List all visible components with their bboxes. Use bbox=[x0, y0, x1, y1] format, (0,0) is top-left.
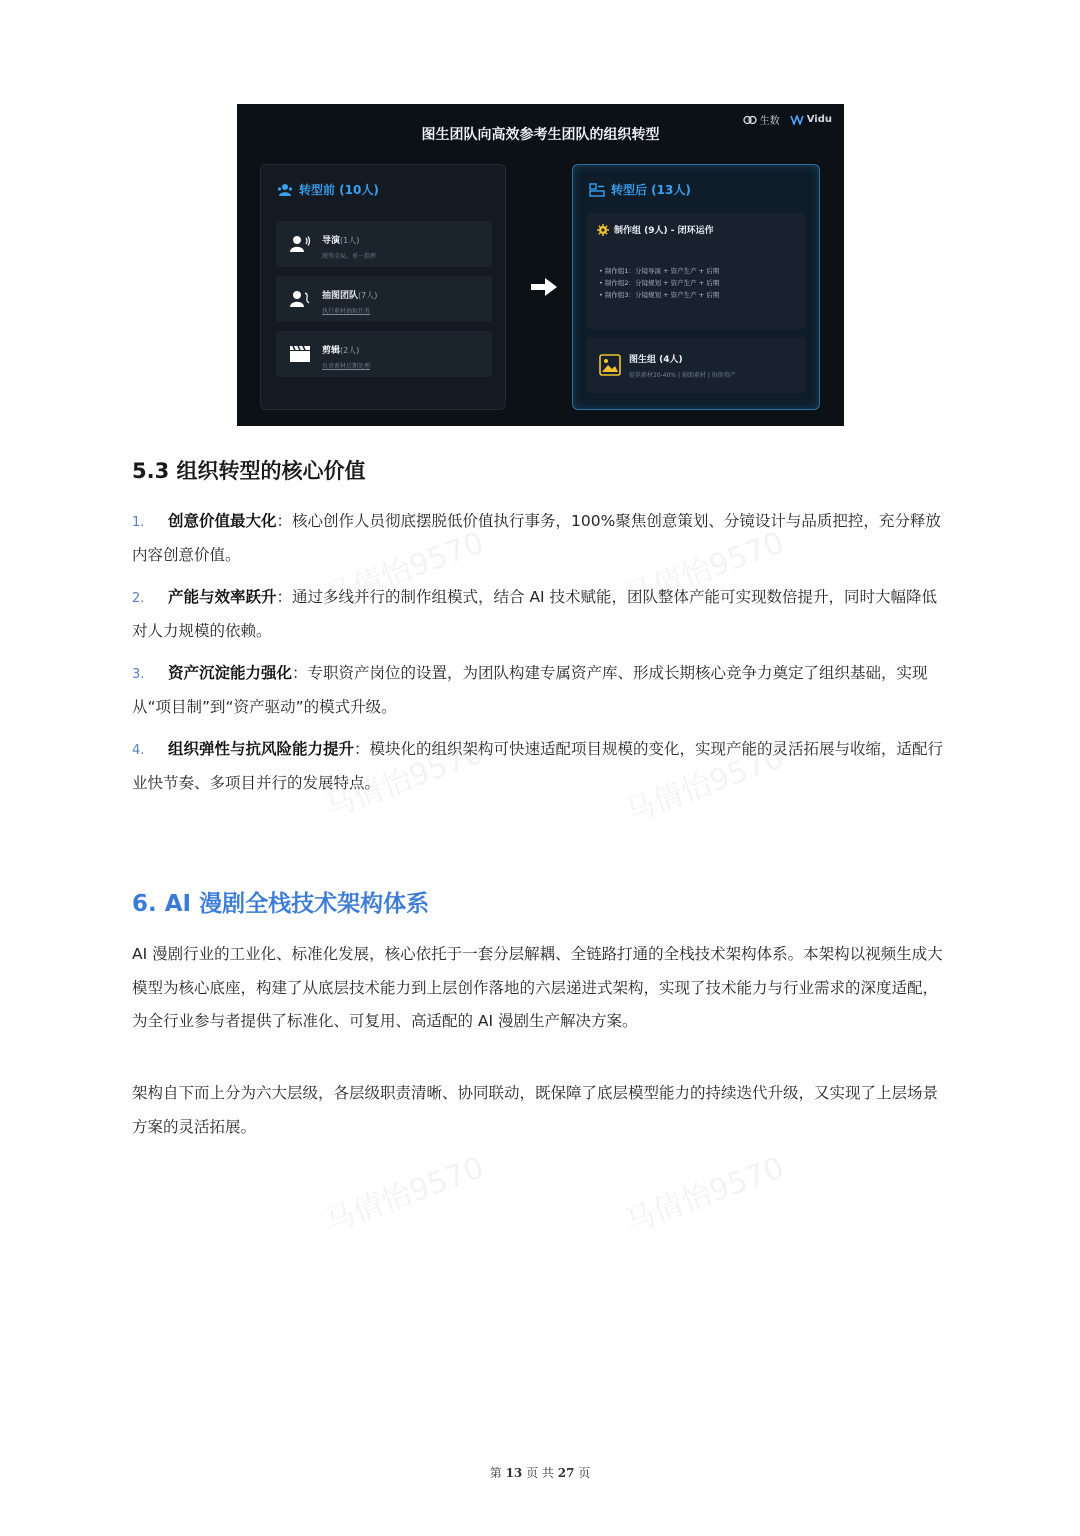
list-item-text: ：通过多线并行的制作组模式，结合 AI 技术赋能，团队整体产能可实现数倍提升，同时大幅降低对人力规模的依赖。 bbox=[132, 588, 938, 640]
list-item: • 制作组3：分镜规划 + 资产生产 + 后期 bbox=[599, 291, 720, 299]
before-panel-header bbox=[277, 181, 379, 198]
transform-arrow-icon bbox=[529, 276, 559, 298]
list-item-text: ：模块化的组织架构可快速适配项目规模的变化，实现产能的灵活拓展与收缩，适配行业快节奏、多项目并行的发展特点。 bbox=[132, 740, 944, 792]
list-number: 3. bbox=[132, 667, 145, 682]
footer-suffix: 页 bbox=[574, 1466, 591, 1480]
role-director bbox=[276, 221, 492, 267]
shengshu-logo bbox=[743, 112, 780, 127]
people-icon bbox=[277, 183, 293, 197]
image-icon bbox=[599, 354, 621, 376]
list-item-title: 产能与效率跃升 bbox=[168, 588, 277, 606]
slide-title: 图生团队向高效参考生团队的组织转型 bbox=[421, 127, 660, 143]
vidu-logo-text: Vidu bbox=[806, 114, 832, 125]
watermark: 马倩怡9570 bbox=[620, 1150, 789, 1241]
list-item bbox=[132, 581, 947, 648]
role-count: (7人) bbox=[358, 291, 378, 300]
org-structure-icon bbox=[589, 183, 605, 197]
production-group-title: 制作组 (9人) - 闭环运作 bbox=[614, 226, 714, 236]
watermark: 马倩怡9570 bbox=[320, 525, 489, 616]
role-desc: 执行素材抽取任务 bbox=[322, 308, 371, 315]
director-icon bbox=[288, 232, 312, 256]
gear-icon bbox=[597, 224, 609, 236]
list-number: 1. bbox=[132, 515, 145, 530]
list-item: • 制作组2：分镜规划 + 资产生产 + 后期 bbox=[599, 279, 720, 287]
list-item-text: ：专职资产岗位的设置，为团队构建专属资产库、形成长期核心竞争力奠定了组织基础，实现从“项目制”到“资产驱动”的模式升级。 bbox=[132, 664, 928, 716]
list-item: • 制作组1：分镜导演 + 资产生产 + 后期 bbox=[599, 267, 720, 275]
role-desc: 负责素材后期处理 bbox=[322, 363, 371, 370]
page-footer bbox=[0, 1464, 1080, 1481]
shengshu-logo-icon bbox=[743, 115, 757, 125]
section-6-paragraph-2: 架构自下而上分为六大层级，各层级职责清晰、协同联动，既保障了底层模型能力的持续迭代升级，又实现了上层场景方案的灵活拓展。 bbox=[132, 1084, 939, 1136]
watermark: 马倩怡9570 bbox=[320, 735, 489, 826]
section-heading-6: 6. AI 漫剧全栈技术架构体系 bbox=[132, 891, 430, 917]
list-item-text: ：核心创作人员彻底摆脱低价值执行事务，100%聚焦创意策划、分镜设计与品质把控，充分释放内容创意价值。 bbox=[132, 512, 941, 564]
role-desc: 统筹全局，单一指挥 bbox=[322, 253, 377, 260]
clapperboard-icon bbox=[288, 342, 312, 366]
list-item-title: 创意价值最大化 bbox=[168, 512, 277, 530]
production-group-box bbox=[587, 213, 805, 329]
after-panel-header bbox=[589, 181, 691, 198]
slide-logos bbox=[743, 112, 832, 127]
vidu-logo-icon bbox=[790, 115, 804, 125]
before-panel-title: 转型前 (10人) bbox=[299, 183, 379, 197]
team-icon bbox=[288, 287, 312, 311]
watermark: 马倩怡9570 bbox=[320, 1150, 489, 1241]
before-panel bbox=[260, 164, 506, 410]
role-name: 剪辑 bbox=[322, 346, 341, 356]
image-group-box bbox=[587, 337, 805, 393]
page-number: 13 bbox=[505, 1466, 523, 1480]
list-number: 4. bbox=[132, 743, 145, 758]
after-panel-title: 转型后 (13人) bbox=[611, 183, 691, 197]
list-item bbox=[132, 505, 947, 572]
footer-middle: 页 共 bbox=[522, 1466, 558, 1480]
total-pages: 27 bbox=[557, 1466, 575, 1480]
section-6-paragraph-1: AI 漫剧行业的工业化、标准化发展，核心依托于一套分层解耦、全链路打通的全栈技术架构体系。本架构以视频生成大模型为核心底座，构建了从底层技术能力到上层创作落地的六层递进式架构，实现了技术能力与行业需求的深度适配，为全行业参与者提供了标准化、可复用、高适配的 AI 漫剧生产解决方案。 bbox=[132, 945, 943, 1030]
list-number: 2. bbox=[132, 591, 145, 606]
section-heading-5-3: 5.3 组织转型的核心价值 bbox=[132, 459, 366, 483]
production-group-list bbox=[599, 265, 719, 301]
list-item bbox=[132, 657, 947, 724]
image-group-title: 图生组 (4人) bbox=[629, 354, 683, 365]
list-item-title: 资产沉淀能力强化 bbox=[168, 664, 293, 682]
watermark: 马倩怡9570 bbox=[620, 525, 789, 616]
org-transformation-slide bbox=[237, 104, 844, 426]
production-group-header bbox=[597, 223, 714, 236]
role-editing bbox=[276, 331, 492, 377]
role-name: 抽图团队 bbox=[322, 291, 359, 301]
list-item-title: 组织弹性与抗风险能力提升 bbox=[168, 740, 355, 758]
role-name: 导演 bbox=[322, 236, 341, 246]
core-value-list bbox=[132, 505, 947, 809]
watermark: 马倩怡9570 bbox=[620, 740, 789, 831]
vidu-logo bbox=[790, 114, 832, 125]
list-item bbox=[132, 733, 947, 800]
after-panel bbox=[572, 164, 820, 410]
role-count: (1人) bbox=[340, 236, 360, 245]
role-count: (2人) bbox=[340, 346, 360, 355]
footer-prefix: 第 bbox=[489, 1466, 506, 1480]
role-extraction-team bbox=[276, 276, 492, 322]
shengshu-logo-text: 生数 bbox=[759, 116, 780, 127]
image-group-desc: 提供素材20-40% | 辅助素材 | 协助资产 bbox=[629, 371, 736, 379]
